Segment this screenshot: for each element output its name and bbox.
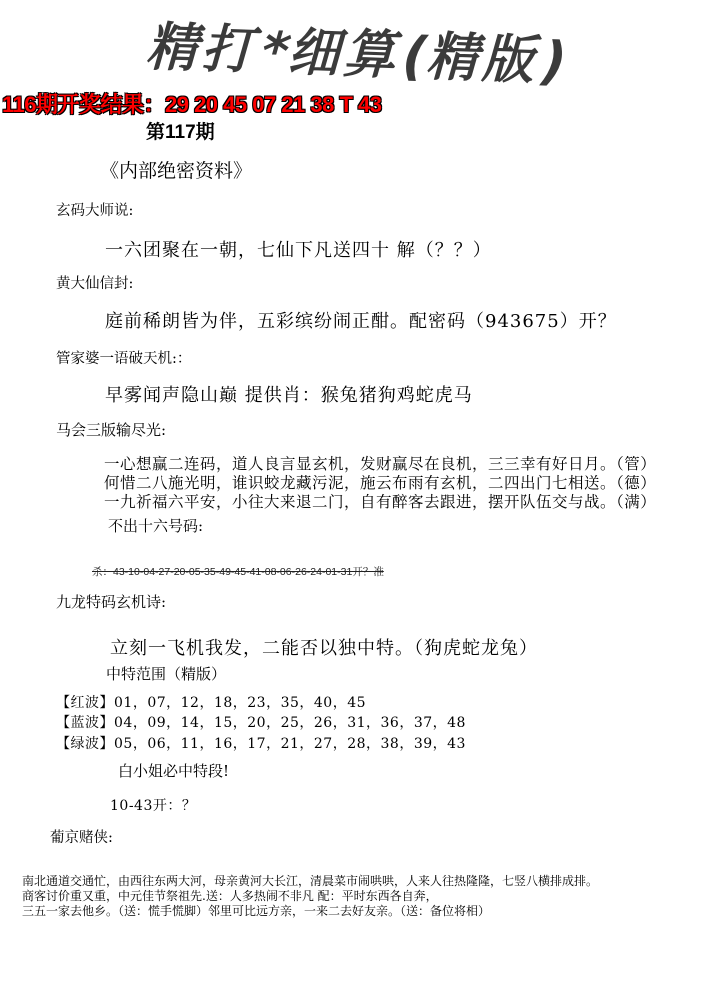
no16-label: 不出十六号码: — [108, 517, 204, 535]
poem-line: 何惜二八施光明，谁识蛟龙藏污泥，施云布雨有玄机，二四出门七相送。（德） — [104, 474, 657, 492]
huang-text: 庭前稀朗皆为伴，五彩缤纷闹正酣。配密码（943675）开？ — [105, 311, 617, 332]
mahui-label: 马会三版输尽光: — [56, 421, 167, 439]
poem-line: 一心想赢二连码，道人良言显玄机，发财赢尽在良机，三三幸有好日月。（管） — [104, 455, 657, 473]
issue-number: 第117期 — [146, 122, 215, 143]
blue-wave-numbers: 【蓝波】04，09，14，15，20，25，26，31，36，37，48 — [56, 715, 466, 731]
huang-label: 黄大仙信封: — [56, 276, 134, 292]
footer-line: 三五一家去他乡。（送：慌手慌脚）邻里可比远方亲，一来二去好友亲。（送：备位将相） — [22, 904, 491, 918]
footer-line: 商客讨价重又重，中元佳节祭祖先.送：人多热闹不非凡 配：平时东西各自奔， — [22, 889, 438, 903]
pujing-label: 葡京赌侠: — [50, 830, 113, 846]
white-text: 白小姐必中特段! — [118, 762, 230, 780]
guanjia-label: 管家婆一语破天机:： — [56, 351, 192, 367]
range-text: 10-43开：？ — [110, 798, 197, 814]
xuanma-label: 玄码大师说: — [56, 203, 134, 219]
handwritten-title: 精打*细算(精版) — [141, 17, 578, 93]
footer-line: 南北通道交通忙，由西往东两大河，母亲黄河大长江，清晨菜市闹哄哄，人来人往热隆隆，七竖八横排成排。 — [22, 874, 599, 888]
jiulong-label: 九龙特码玄机诗: — [56, 593, 167, 611]
document-title: 《内部绝密资料》 — [100, 160, 253, 182]
green-wave-numbers: 【绿波】05，06，11，16，17，21，27，28，38，39，43 — [56, 736, 466, 752]
jiulong-text: 立刻一飞机我发，二能否以独中特。（狗虎蛇龙兔） — [110, 638, 538, 659]
xuanma-text: 一六团聚在一朝，七仙下凡送四十 解（？？） — [105, 240, 492, 261]
last-draw-result: 116期开奖结果：29 20 45 07 21 38 T 43 — [2, 92, 382, 117]
kill-numbers-line: 杀：43-10-04-27-20-05-35-49-45-41-08-06-26-24-01-31开？准 — [92, 566, 384, 578]
poem-line: 一九祈福六平安，小往大来退二门，自有醉客去跟进，摆开队伍交与战。（满） — [104, 493, 657, 511]
range-label: 中特范围（精版） — [106, 665, 227, 683]
guanjia-text: 早雾闻声隐山巅 提供肖：猴兔猪狗鸡蛇虎马 — [105, 385, 473, 406]
red-wave-numbers: 【红波】01，07，12，18，23，35，40，45 — [56, 695, 367, 711]
